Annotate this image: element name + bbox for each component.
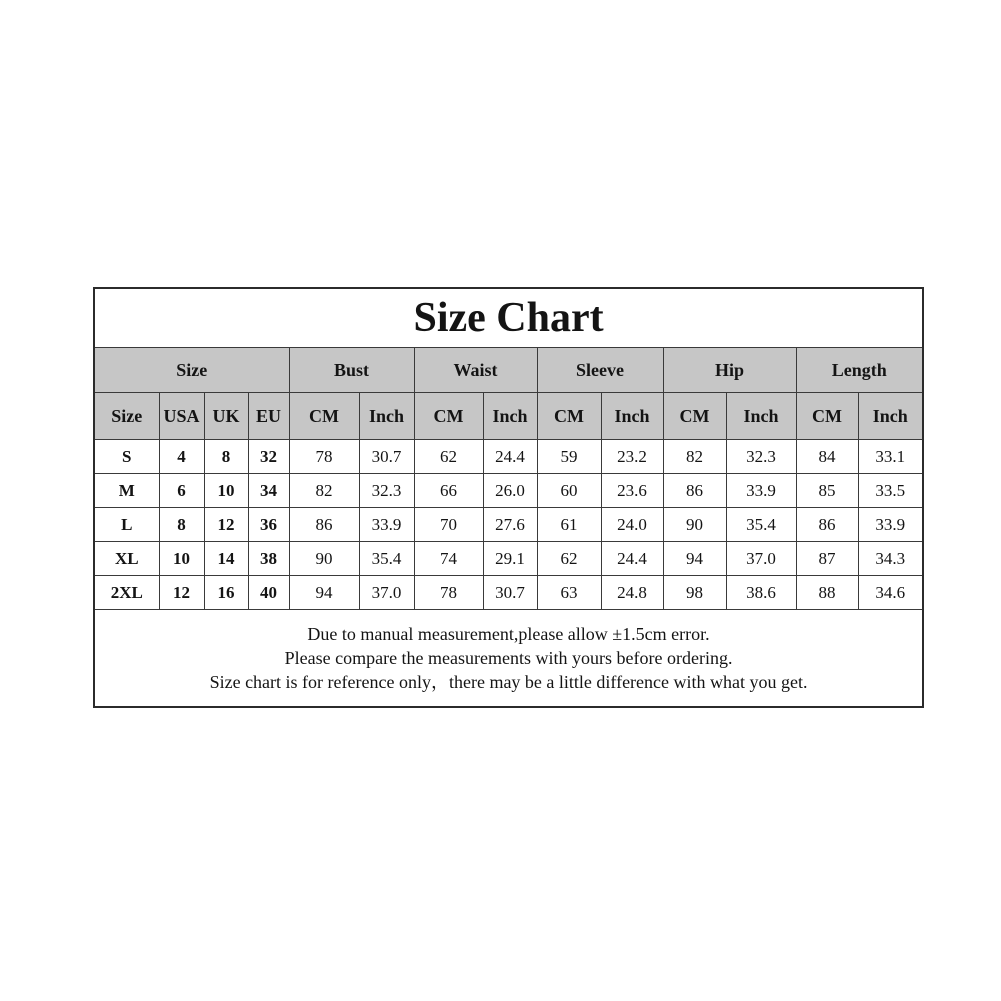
table-row-s [94,440,923,474]
table-cell: 88 [796,576,858,610]
table-cell: 90 [289,542,359,576]
table-cell: 38 [248,542,289,576]
table-cell: 37.0 [726,542,796,576]
col-header-bust-in: Inch [359,393,414,440]
table-cell: 2XL [94,576,159,610]
group-header-row [94,348,923,393]
table-cell: S [94,440,159,474]
col-header-uk: UK [204,393,248,440]
table-cell: 4 [159,440,204,474]
table-cell: L [94,508,159,542]
table-cell: 38.6 [726,576,796,610]
table-cell: 94 [289,576,359,610]
table-cell: 40 [248,576,289,610]
table-cell: 33.5 [858,474,923,508]
col-header-hip-cm: CM [663,393,726,440]
table-cell: 29.1 [483,542,537,576]
table-cell: 74 [414,542,483,576]
table-cell: 8 [159,508,204,542]
table-cell: 98 [663,576,726,610]
table-cell: 85 [796,474,858,508]
size-chart-table [93,287,924,708]
group-header-hip: Hip [663,348,796,393]
col-header-length-cm: CM [796,393,858,440]
table-cell: 12 [159,576,204,610]
table-cell: 62 [537,542,601,576]
note-reference-only: Size chart is for reference only，there may be a little difference with what you get. [209,672,808,692]
column-header-row [94,393,923,440]
table-cell: 82 [289,474,359,508]
table-cell: 82 [663,440,726,474]
col-header-waist-cm: CM [414,393,483,440]
table-cell: XL [94,542,159,576]
table-row-2xl [94,576,923,610]
table-cell: 86 [289,508,359,542]
table-cell: 10 [204,474,248,508]
table-cell: 23.6 [601,474,663,508]
table-cell: 86 [663,474,726,508]
table-cell: 62 [414,440,483,474]
table-cell: 32 [248,440,289,474]
col-header-hip-in: Inch [726,393,796,440]
table-cell: 78 [289,440,359,474]
table-cell: 33.1 [858,440,923,474]
table-cell: 78 [414,576,483,610]
table-cell: 16 [204,576,248,610]
group-header-waist: Waist [414,348,537,393]
notes-cell [94,610,923,708]
table-cell: 35.4 [726,508,796,542]
table-cell: 33.9 [726,474,796,508]
table-cell: 87 [796,542,858,576]
table-cell: 26.0 [483,474,537,508]
col-header-bust-cm: CM [289,393,359,440]
table-cell: 32.3 [726,440,796,474]
table-cell: 94 [663,542,726,576]
table-cell: 60 [537,474,601,508]
table-cell: 24.8 [601,576,663,610]
group-header-size: Size [94,348,289,393]
table-cell: 34.3 [858,542,923,576]
col-header-usa: USA [159,393,204,440]
table-cell: 59 [537,440,601,474]
title-row [94,288,923,348]
table-cell: 70 [414,508,483,542]
table-cell: 24.0 [601,508,663,542]
col-header-sleeve-cm: CM [537,393,601,440]
table-cell: 34 [248,474,289,508]
group-header-length: Length [796,348,923,393]
table-cell: 90 [663,508,726,542]
table-cell: 66 [414,474,483,508]
table-cell: 61 [537,508,601,542]
table-cell: 84 [796,440,858,474]
table-cell: 24.4 [483,440,537,474]
table-cell: 12 [204,508,248,542]
group-header-sleeve: Sleeve [537,348,663,393]
table-cell: 30.7 [483,576,537,610]
table-cell: 24.4 [601,542,663,576]
note-compare-measurements: Please compare the measurements with yours before ordering. [284,648,733,668]
table-cell: 86 [796,508,858,542]
notes-row [94,610,923,708]
note-measurement-error: Due to manual measurement,please allow ±1.5cm error. [307,624,710,644]
table-cell: 63 [537,576,601,610]
table-cell: 32.3 [359,474,414,508]
table-cell: 14 [204,542,248,576]
table-cell: 36 [248,508,289,542]
table-cell: 35.4 [359,542,414,576]
table-row-m [94,474,923,508]
group-header-bust: Bust [289,348,414,393]
col-header-waist-in: Inch [483,393,537,440]
table-cell: 27.6 [483,508,537,542]
table-cell: 6 [159,474,204,508]
table-cell: 8 [204,440,248,474]
col-header-size: Size [94,393,159,440]
col-header-sleeve-in: Inch [601,393,663,440]
table-row-xl [94,542,923,576]
table-cell: 23.2 [601,440,663,474]
size-chart-title: Size Chart [94,288,923,348]
table-cell: 10 [159,542,204,576]
table-cell: 30.7 [359,440,414,474]
table-cell: 33.9 [858,508,923,542]
table-cell: 34.6 [858,576,923,610]
table-cell: M [94,474,159,508]
table-cell: 33.9 [359,508,414,542]
col-header-eu: EU [248,393,289,440]
col-header-length-in: Inch [858,393,923,440]
table-row-l [94,508,923,542]
table-cell: 37.0 [359,576,414,610]
